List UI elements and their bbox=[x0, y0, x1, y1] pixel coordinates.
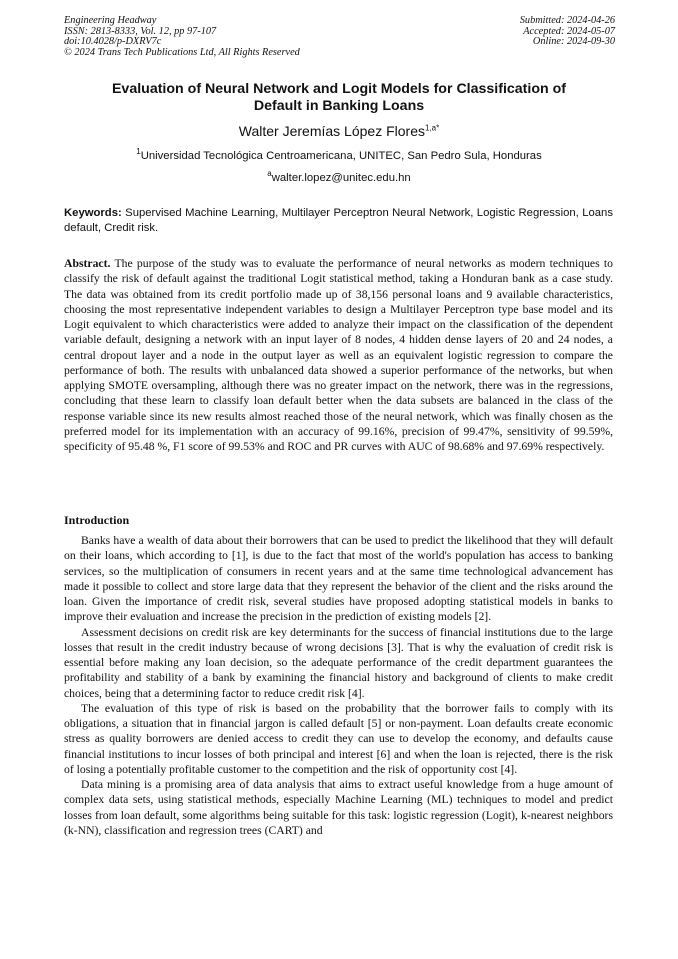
keywords-label: Keywords: bbox=[64, 207, 122, 219]
author-superscript: 1,a* bbox=[424, 123, 440, 133]
author-name: Walter Jeremías López Flores bbox=[238, 123, 425, 139]
online-date: Online: 2024-09-30 bbox=[532, 36, 615, 48]
paragraph: Banks have a wealth of data about their borrowers that can be used to predict the likelihood that they will default on their loans, which according to [1], is due to the fact that most of the world's population has access to banking services, so the multiplication of consumers in recent years and at the same time technological advancement has made it possible to collect and store large data that they represent the behavior of the client and the risks around the loan. Given the importance of credit risk, several studies have proposed adopting statistical models in banks to improve their evaluation and increase the precision in the prediction of existing models [2]. bbox=[64, 534, 613, 624]
journal-name: Engineering Headway bbox=[64, 15, 157, 26]
accepted-date: Accepted: 2024-05-07 bbox=[523, 25, 615, 37]
journal-doi: doi:10.4028/p-DXRV7c bbox=[64, 36, 162, 48]
section-heading: Introduction bbox=[64, 513, 130, 527]
journal-issn: ISSN: 2813-8333, Vol. 12, pp 97-107 bbox=[64, 25, 217, 37]
paragraph: Assessment decisions on credit risk are key determinants for the success of financial institutions due to the large losses that result in the credit industry because of wrong decisions [3]. That is why the evaluation of credit risk is essential before making any loan decision, so the adequate performance of the credit department guarantees the profitability and stability of a bank by examining the financial history and background of clients to make credit choices, being that a determining factor to reduce credit risk [4]. bbox=[64, 625, 613, 700]
title-line-1: Evaluation of Neural Network and Logit Models for Classification of bbox=[111, 81, 567, 97]
keywords bbox=[64, 206, 613, 236]
abstract bbox=[64, 256, 613, 454]
paper-title bbox=[64, 81, 614, 115]
abstract-label: Abstract. bbox=[64, 257, 111, 270]
affiliation-text: Universidad Tecnológica Centroamericana, UNITEC, San Pedro Sula, Honduras bbox=[140, 150, 542, 162]
submitted-date: Submitted: 2024-04-26 bbox=[519, 15, 615, 26]
email-line bbox=[64, 171, 614, 185]
affiliation-superscript: 1 bbox=[136, 147, 141, 157]
paragraph: Data mining is a promising area of data analysis that aims to extract useful knowledge from a huge amount of complex data sets, using statistical methods, especially Machine Learning (ML) techniques to model and predict losses from loan default, some algorithms being suitable for this task: logistic regression (Logit), k-nearest neighbors (k-NN), classification and regression trees (CART) and bbox=[64, 778, 613, 837]
email-address[interactable]: walter.lopez@unitec.edu.hn bbox=[271, 172, 411, 184]
title-line-2: Default in Banking Loans bbox=[253, 98, 425, 114]
paragraph: The evaluation of this type of risk is based on the probability that the borrower fails to comply with its obligations, a situation that in financial jargon is called default [5] or non-payment. Loan defaults create economic stress as quality borrowers are denied access to credit they can use to develop the economy, and defaults cause financial institutions to incur losses of both principal and interest [6] and when the loan is rejected, there is the risk of losing a potentially profitable customer to the competition and the risk of opportunity cost [4]. bbox=[64, 701, 613, 776]
affiliation bbox=[64, 149, 614, 163]
email-superscript: a bbox=[267, 169, 272, 179]
introduction-body bbox=[64, 533, 613, 838]
author-line bbox=[64, 122, 614, 140]
journal-copyright: © 2024 Trans Tech Publications Ltd, All Rights Reserved bbox=[64, 46, 300, 58]
publication-dates bbox=[520, 16, 615, 48]
keywords-text: Supervised Machine Learning, Multilayer Perceptron Neural Network, Logistic Regression, Loans default, Credit risk. bbox=[64, 207, 613, 234]
journal-info bbox=[64, 16, 300, 58]
abstract-text: The purpose of the study was to evaluate the performance of neural networks as modern techniques to classify the risk of default against the traditional Logit statistical method, taking a Honduran bank as a case study. The data was obtained from its credit portfolio made up of 38,156 personal loans and 9 available characteristics, choosing the most representative independent variables to design a Multilayer Perceptron type base model and its Logit equivalent to which characteristics were added to analyze their impact on the classification of the dependent variable default, designing a network with an input layer of 8 nodes, 4 hidden dense layers of 20 and 24 nodes, a central dropout layer and a node in the output layer as well as an equivalent logistic regression to compare the performance of both. The results with unbalanced data showed a superior performance of the networks, but when applying SMOTE oversampling, although there was no greater impact on the network, there was in the regressions, concluding that these learn to classify loan default better when the data subsets are balanced in the class of the response variable since its new results almost reached those of the neural network, which was finally chosen as the preferred model for its implementation with an accuracy of 99.16%, precision of 99.47%, sensitivity of 99.59%, specificity of 95.48 %, F1 score of 99.53% and ROC and PR curves with AUC of 98.68% and 97.69% respectively. bbox=[64, 257, 613, 453]
